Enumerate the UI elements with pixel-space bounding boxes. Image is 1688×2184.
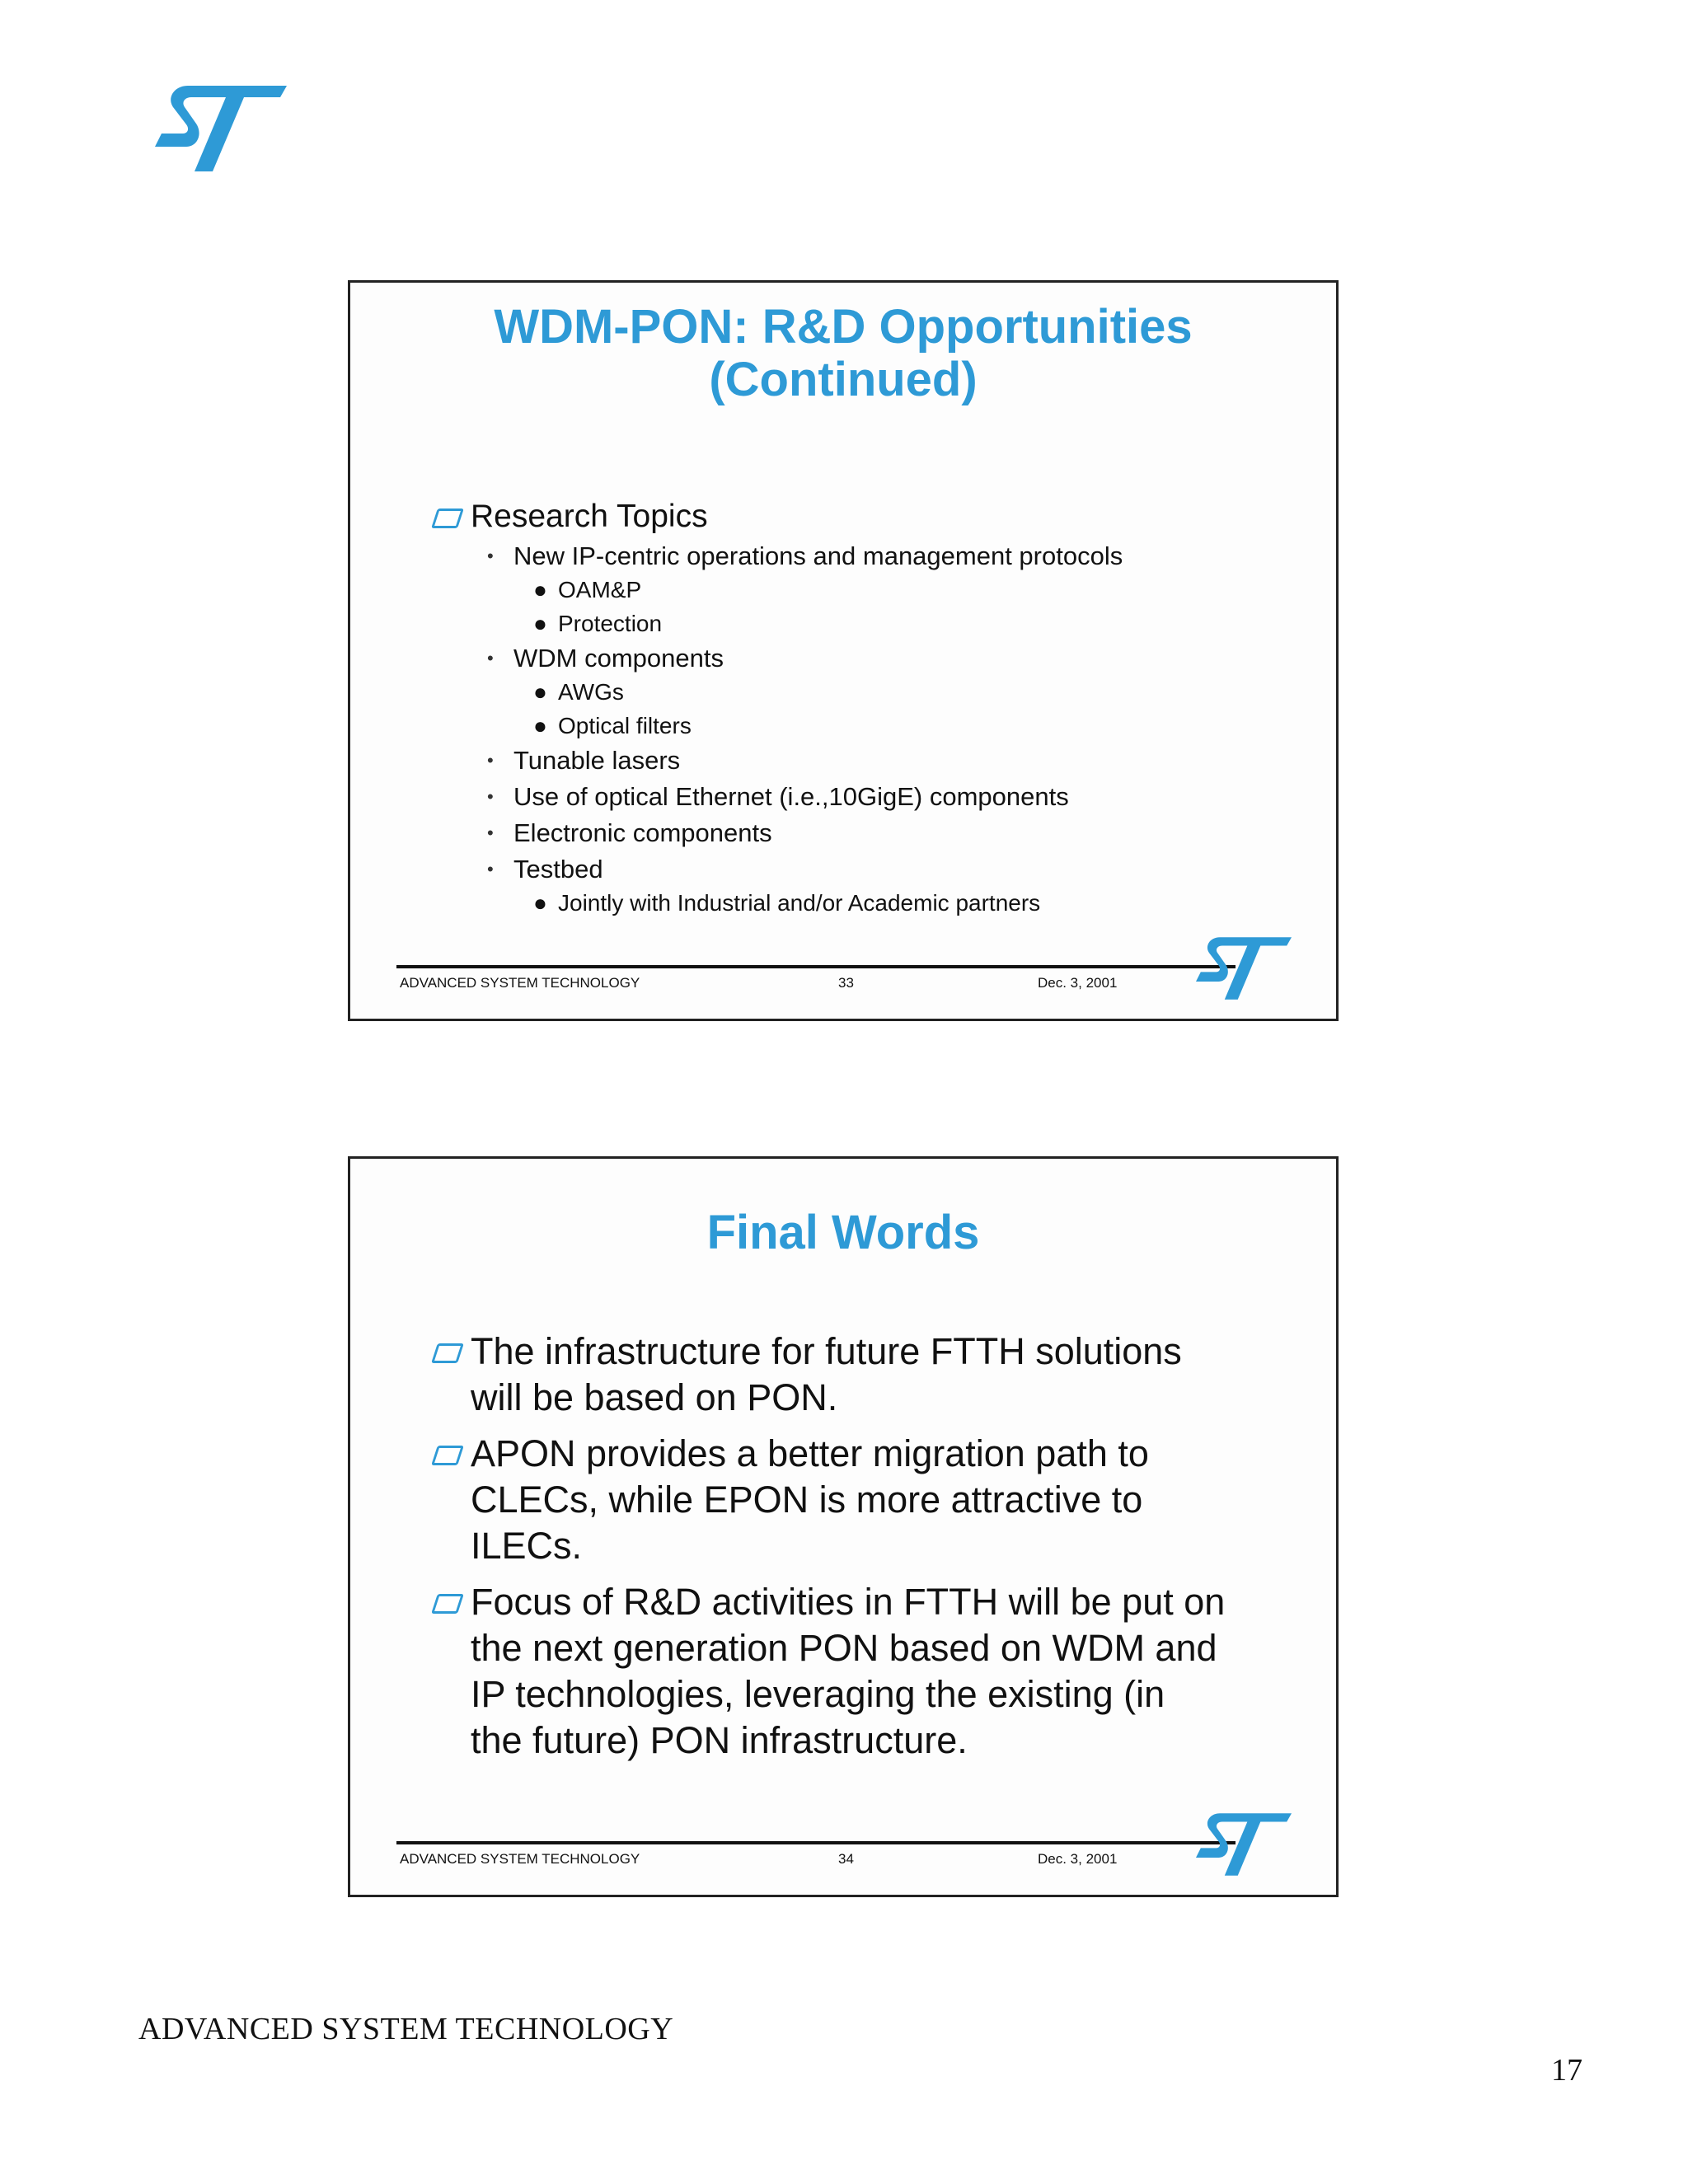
list-item: • Electronic components	[513, 817, 772, 850]
st-logo	[1196, 1813, 1292, 1876]
list-subitem: ● Optical filters	[558, 710, 692, 742]
slide-title-line2: (Continued)	[709, 353, 978, 406]
page-number: 17	[1551, 2053, 1582, 2088]
footer-slide-number: 33	[838, 975, 854, 991]
list-item: • New IP-centric operations and management protocols	[513, 540, 1123, 573]
circle-bullet-icon: ●	[533, 713, 547, 738]
footer-date: Dec. 3, 2001	[1038, 1851, 1118, 1867]
footer-org: ADVANCED SYSTEM TECHNOLOGY	[400, 975, 640, 991]
footer-slide-number: 34	[838, 1851, 854, 1867]
dot-bullet-icon: •	[487, 546, 494, 566]
st-logo	[155, 86, 287, 171]
box-bullet-icon	[431, 1343, 464, 1363]
slide-body	[350, 1159, 1336, 1895]
dot-bullet-icon: •	[487, 648, 494, 668]
st-logo	[1196, 937, 1292, 1000]
dot-bullet-icon: •	[487, 823, 494, 843]
circle-bullet-icon: ●	[533, 577, 547, 602]
footer-org: ADVANCED SYSTEM TECHNOLOGY	[400, 1851, 640, 1867]
bullet-rnd-focus: Focus of R&D activities in FTTH will be put on the next generation PON based on WDM and IP technologies, leveraging the existing (in the future) PON infrastructure.	[471, 1579, 1225, 1764]
list-item: • Tunable lasers	[513, 744, 680, 777]
slide-body	[350, 283, 1336, 1019]
list-subitem: ● Protection	[558, 608, 662, 640]
footer-rule	[396, 965, 1236, 968]
circle-bullet-icon: ●	[533, 679, 547, 705]
slide-33	[348, 280, 1339, 1021]
bullet-apon-epon: APON provides a better migration path to CLECs, while EPON is more attractive to ILECs.	[471, 1431, 1149, 1569]
dot-bullet-icon: •	[487, 859, 494, 879]
list-subitem: ● OAM&P	[558, 574, 641, 606]
box-bullet-icon	[431, 1594, 464, 1614]
circle-bullet-icon: ●	[533, 890, 547, 916]
circle-bullet-icon: ●	[533, 611, 547, 636]
slide-title-line1: WDM-PON: R&D Opportunities	[494, 300, 1193, 354]
list-item: • WDM components	[513, 642, 724, 675]
page-footer-title: ADVANCED SYSTEM TECHNOLOGY	[138, 2012, 674, 2046]
dot-bullet-icon: •	[487, 786, 494, 807]
footer-date: Dec. 3, 2001	[1038, 975, 1118, 991]
list-subitem: ● AWGs	[558, 677, 624, 708]
list-item: • Use of optical Ethernet (i.e.,10GigE) components	[513, 780, 1069, 813]
bullet-ftth-infrastructure: The infrastructure for future FTTH solutions will be based on PON.	[471, 1329, 1182, 1421]
footer-rule	[396, 1841, 1236, 1844]
list-item: • Testbed	[513, 853, 603, 886]
bullet-research-topics: Research Topics	[471, 497, 708, 537]
list-subitem: ● Jointly with Industrial and/or Academic partners	[558, 888, 1040, 919]
slide-34	[348, 1156, 1339, 1897]
box-bullet-icon	[431, 509, 464, 528]
dot-bullet-icon: •	[487, 750, 494, 771]
box-bullet-icon	[431, 1446, 464, 1465]
slide-title: Final Words	[706, 1206, 980, 1259]
